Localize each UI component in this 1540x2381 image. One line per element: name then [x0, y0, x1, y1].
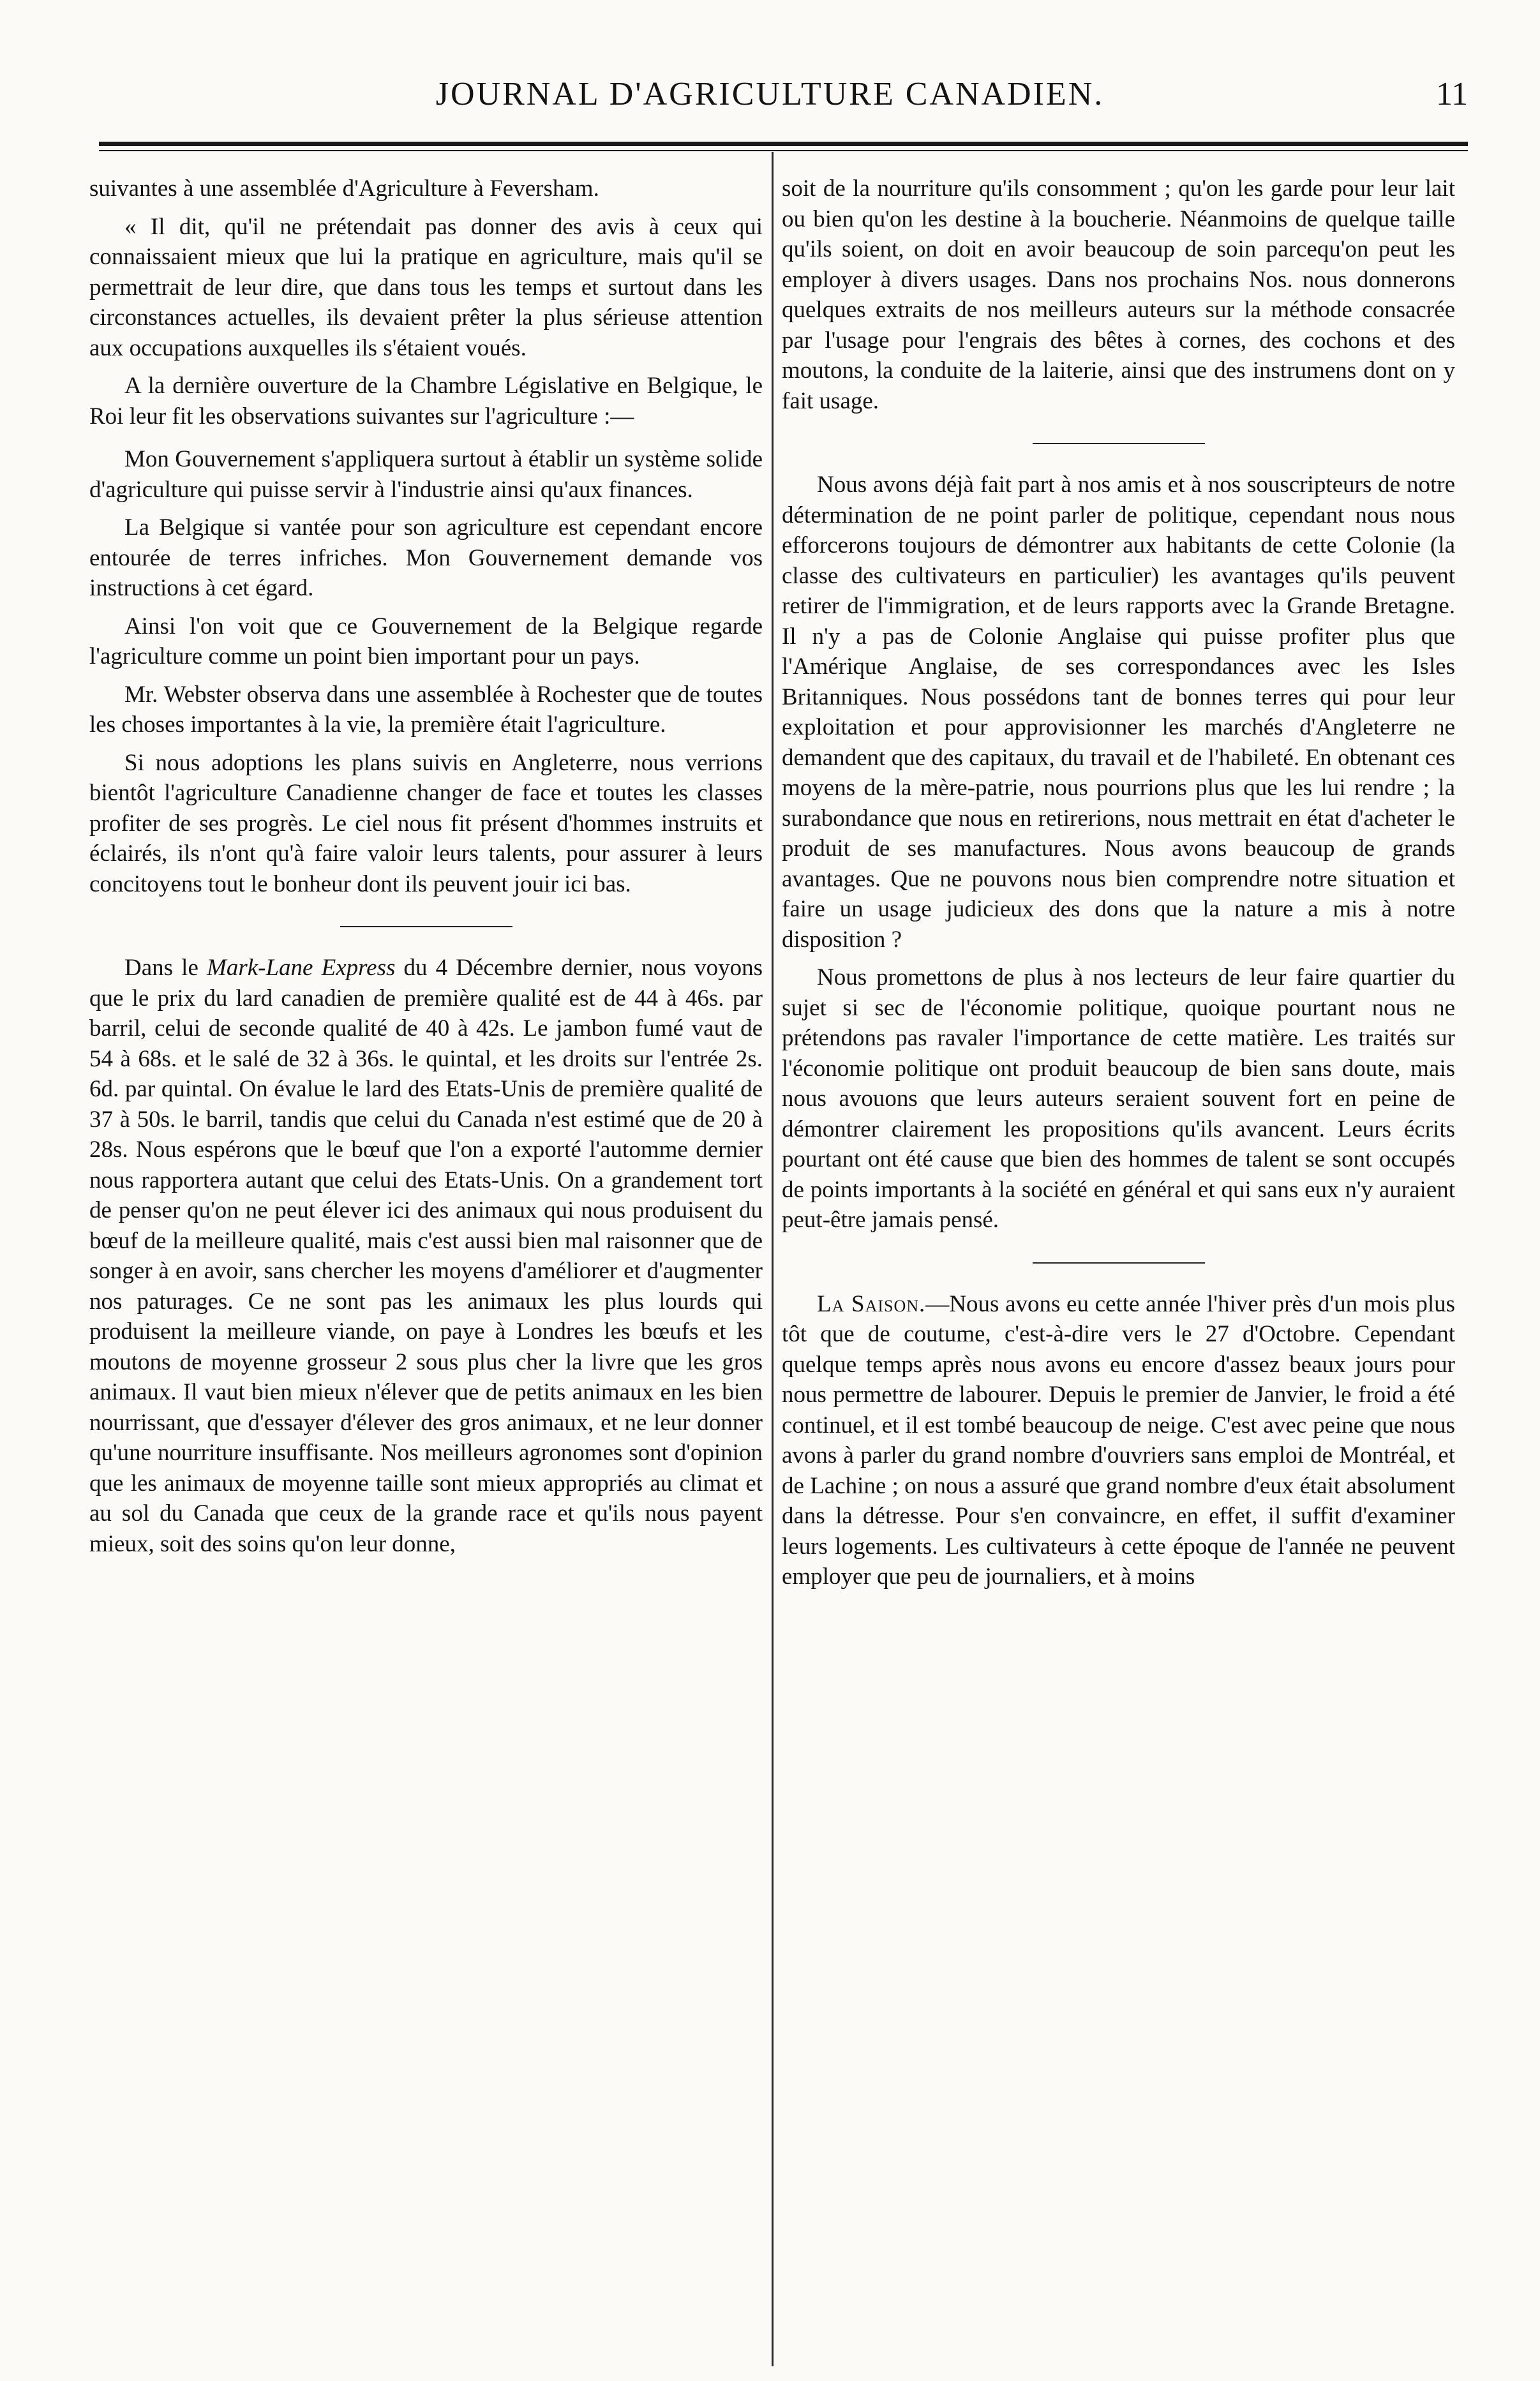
- paragraph: Mr. Webster observa dans une assemblée à Rochester que de toutes les choses importantes à la vie, la première était l'agriculture.: [89, 681, 763, 738]
- header-rule-thick: [99, 142, 1468, 146]
- paragraph-lead: Dans le: [124, 955, 207, 981]
- header-rule-thin: [99, 150, 1468, 151]
- right-column: [782, 174, 1455, 1600]
- paragraph: Si nous adoptions les plans suivis en Angleterre, nous verrions bientôt l'agriculture Canadienne changer de face et toutes les classes profiter de ses progrès. Le ciel nous fit présent d'hommes instruits et éclairés, ils n'ont qu'à faire valoir leurs talents, pour assurer à leurs concitoyens tout le bonheur dont ils peuvent jouir ici bas.: [89, 749, 763, 897]
- paragraph-body: du 4 Décembre dernier, nous voyons que le prix du lard canadien de première qualité est de 44 à 46s. par barril, celui de seconde qualité de 40 à 42s. Le jambon fumé vaut de 54 à 68s. et le salé de 32 à 36s. le quintal, et les droits sur l'entrée 2s. 6d. par quintal. On évalue le lard des Etats-Unis de première qualité de 37 à 50s. le barril, tandis que celui du Canada n'est estimé que de 20 à 28s. Nous espérons que le bœuf que l'on a exporté l'automme dernier nous rapportera autant que celui des Etats-Unis. On a grandement tort de penser qu'on ne peut élever ici des animaux qui nous produisent du bœuf de la meilleure qualité, mais c'est aussi bien mal raisonner que de songer à en avoir, sans chercher les moyens d'améliorer et d'augmenter nos paturages. Ce ne sont pas les animaux les plus lourds qui produisent la meilleure viande, on paye à Londres les bœufs et les moutons de moyenne grosseur 2 sous plus cher la livre que les gros animaux. Il vaut bien mieux n'élever que de petits animaux en les bien nourrissant, que d'essayer d'élever des gros animaux, et ne leur donner qu'une nourriture insuffisante. Nos meilleurs agronomes sont d'opinion que les animaux de moyenne taille sont mieux appropriés au climat et au sol du Canada que ceux de la grande race et qu'ils nous payent mieux, soit des soins qu'on leur donne,: [89, 955, 763, 1557]
- section-label: La Saison.: [817, 1290, 926, 1317]
- paragraph: La Belgique si vantée pour son agriculture est cependant encore entourée de terres infriches. Mon Gouvernement demande vos instructions à cet égard.: [89, 514, 763, 601]
- paragraph: suivantes à une assemblée d'Agriculture à Feversham.: [89, 175, 599, 202]
- paragraph: A la dernière ouverture de la Chambre Législative en Belgique, le Roi leur fit les observations suivantes sur l'agriculture :—: [89, 373, 763, 429]
- paragraph: Mon Gouvernement s'appliquera surtout à établir un système solide d'agriculture qui puisse servir à l'industrie ainsi qu'aux finances.: [89, 446, 763, 503]
- section-separator: [1033, 1262, 1205, 1264]
- running-head: JOURNAL D'AGRICULTURE CANADIEN.: [435, 76, 1105, 112]
- newspaper-title: Mark-Lane Express: [207, 955, 396, 981]
- paragraph: Nous avons déjà fait part à nos amis et à nos souscripteurs de notre détermination de ne point parler de politique, cependant nous nous efforcerons toujours de démontrer aux habitants de cette Colonie (la classe des cultivateurs en particulier) les avantages qu'ils peuvent retirer de l'immigration, et de leurs rapports avec la Grande Bretagne. Il n'y a pas de Colonie Anglaise qui puisse profiter plus que l'Amérique Anglaise, de ses correspondances avec les Isles Britanniques. Nous possédons tant de bonnes terres qui pour leur exploitation et pour approvisionner les marchés d'Angleterre ne demandent que des capitaux, du travail et de l'habileté. En obtenant ces moyens de la mère-patrie, nous pourrions plus que les lui rendre ; la surabondance que nous en retirerions, nous mettrait en état d'acheter le produit de ses manufactures. Nous avons beaucoup de grands avantages. Que ne pouvons nous bien comprendre notre situation et faire un usage judicieux des dons que la nature a mis à notre disposition ?: [782, 472, 1455, 953]
- paragraph: « Il dit, qu'il ne prétendait pas donner des avis à ceux qui connaissaient mieux que lui la pratique en agriculture, mais qu'il se permettrait de leur dire, que dans tous les temps et surtout dans les circonstances actuelles, ils devaient prêter la plus sérieuse attention aux occupations auxquelles ils s'étaient voués.: [89, 213, 763, 361]
- paragraph-body: —Nous avons eu cette année l'hiver près d'un mois plus tôt que de coutume, c'est-à-dire vers le 27 d'Octobre. Cependant quelque temps après nous avons eu encore d'assez beaux jours pour nous permettre de labourer. Depuis le premier de Janvier, le froid a été continuel, et il est tombé beaucoup de neige. C'est avec peine que nous avons à parler du grand nombre d'ouvriers sans emploi de Montréal, et de Lachine ; on nous a assuré que grand nombre d'eux était absolument dans la détresse. Pour s'en convaincre, en effet, il suffit d'examiner leurs logements. Les cultivateurs à cette époque de l'année ne peuvent employer que peu de journaliers, et à moins: [782, 1290, 1456, 1590]
- section-separator: [1033, 443, 1205, 444]
- section-separator: [340, 926, 512, 927]
- left-column: [89, 174, 763, 1567]
- paragraph: Nous promettons de plus à nos lecteurs de leur faire quartier du sujet si sec de l'économie politique, quoique pourtant nous ne prétendons pas ravaler l'importance de cette matière. Les traités sur l'économie politique ont produit beaucoup de bien sans doute, mais nous avouons que leurs auteurs seraient souvent fort en peine de démontrer clairement les propositions qu'ils avancent. Leurs écrits pourtant ont été cause que bien des hommes de talent se sont occupés de points importants à la société en général et qui sans eux n'y auraient peut-être jamais pensé.: [782, 964, 1455, 1233]
- column-divider: [772, 152, 774, 2366]
- paragraph: soit de la nourriture qu'ils consomment ; qu'on les garde pour leur lait ou bien qu'on les destine à la boucherie. Néanmoins de quelque taille qu'ils soient, on doit en avoir beaucoup de soin parcequ'on peut les employer à divers usages. Dans nos prochains Nos. nous donnerons quelques extraits de nos meilleurs auteurs sur la méthode consacrée par l'usage pour l'engrais des bêtes à cornes, des cochons et des moutons, la conduite de la laiterie, ainsi que des instrumens dont on y fait usage.: [782, 175, 1455, 414]
- paragraph: [782, 1289, 1455, 1592]
- paragraph: [89, 953, 763, 1559]
- paragraph: Ainsi l'on voit que ce Gouvernement de la Belgique regarde l'agriculture comme un point bien important pour un pays.: [89, 613, 763, 669]
- page-number: 11: [1436, 76, 1469, 112]
